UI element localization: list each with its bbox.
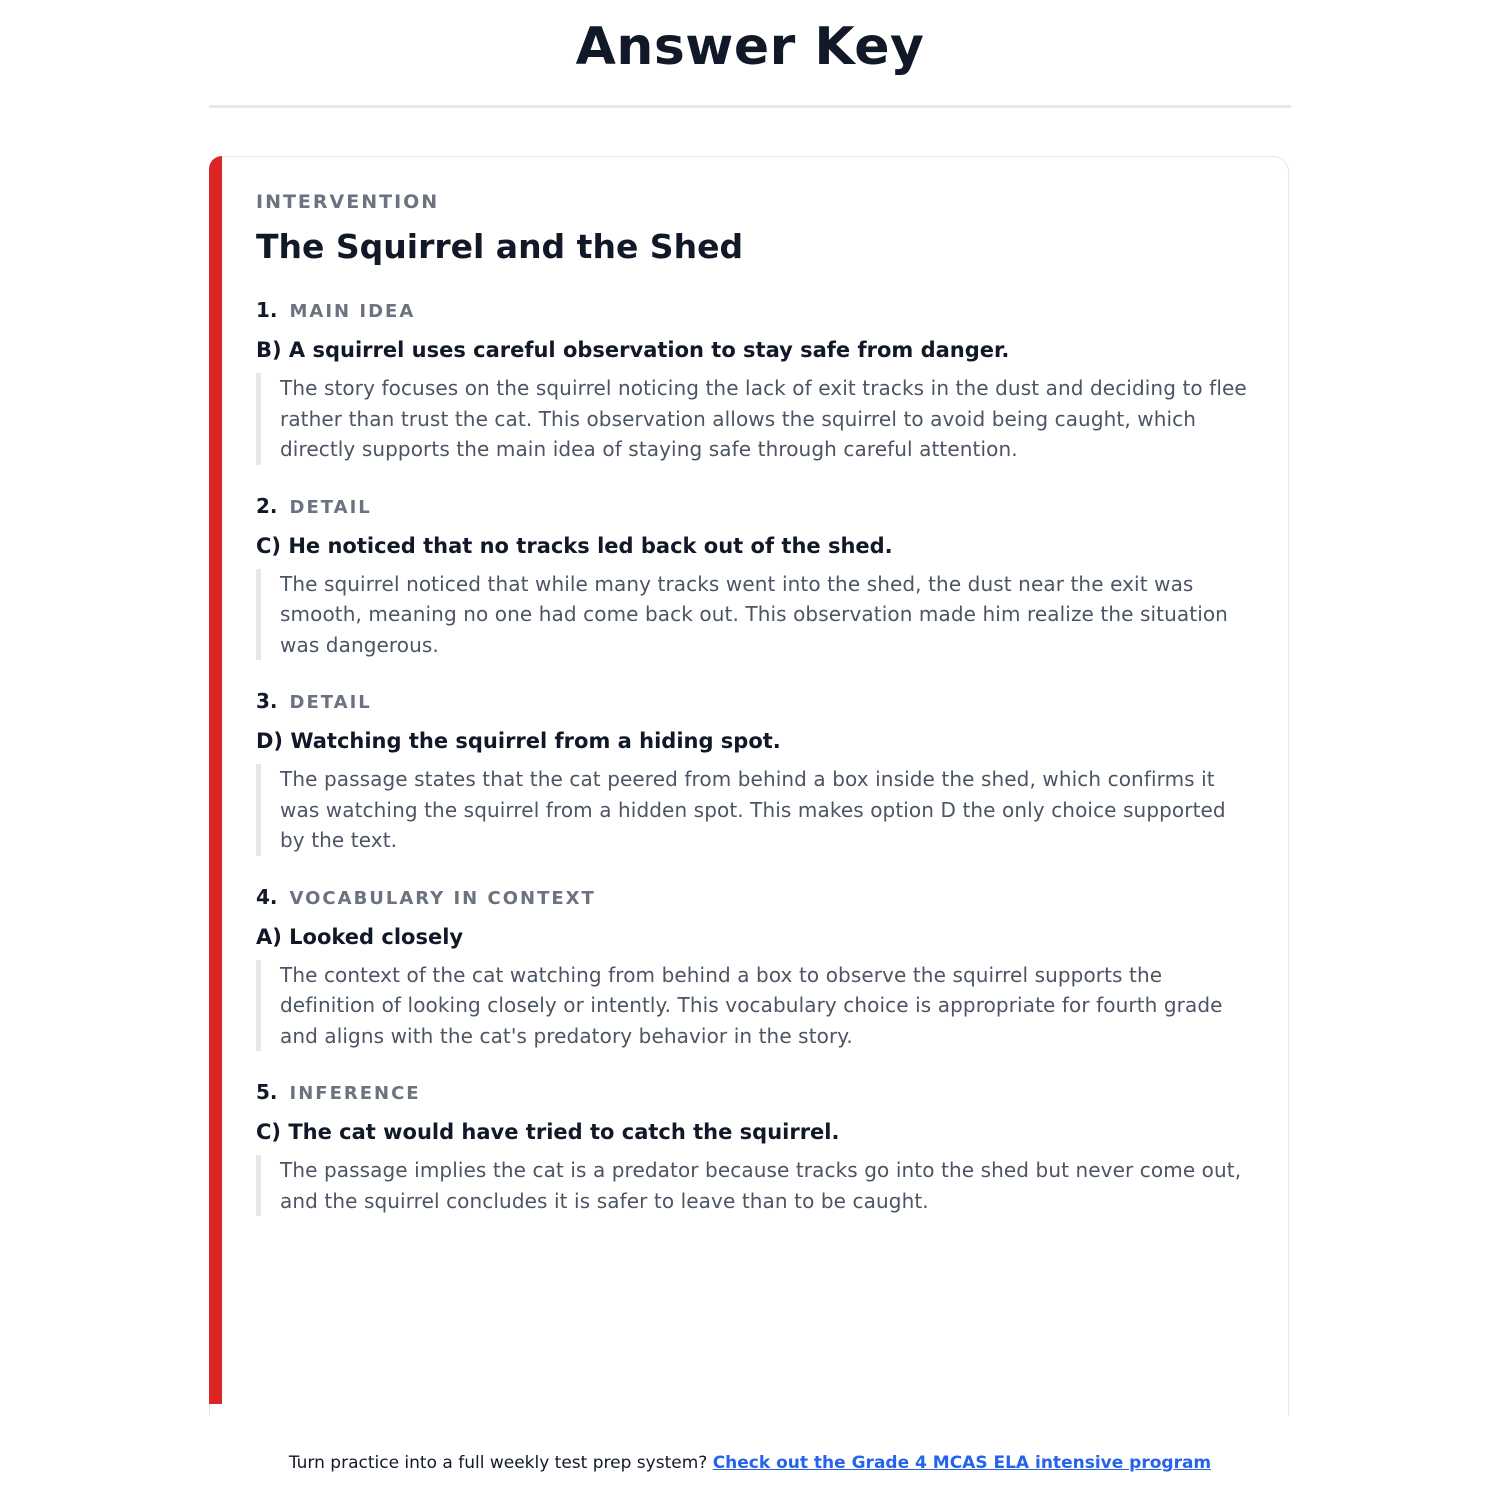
question-header — [256, 688, 1256, 716]
question-header — [256, 493, 1256, 521]
question-type: VOCABULARY IN CONTEXT — [289, 887, 596, 909]
question-item — [256, 493, 1256, 661]
question-header — [256, 884, 1256, 912]
question-item — [256, 688, 1256, 856]
title-divider — [209, 105, 1291, 108]
question-number: 3. — [256, 689, 278, 713]
question-answer: A) Looked closely — [256, 924, 464, 949]
question-explanation: The passage implies the cat is a predator because tracks go into the shed but never come out, and the squirrel concludes it is safer to leave than to be caught. — [256, 1155, 1256, 1216]
question-item — [256, 884, 1256, 1052]
question-answer: D) Watching the squirrel from a hiding spot. — [256, 729, 781, 753]
question-explanation: The squirrel noticed that while many tracks went into the shed, the dust near the exit was smooth, meaning no one had come back out. This observation made him realize the situation was dangerous. — [256, 569, 1256, 661]
question-type: DETAIL — [289, 692, 372, 713]
card-title: The Squirrel and the Shed — [256, 227, 744, 266]
question-answer: B) A squirrel uses careful observation to stay safe from danger. — [256, 338, 1010, 362]
question-answer: C) He noticed that no tracks led back out of the shed. — [256, 533, 893, 558]
question-type: INFERENCE — [289, 1083, 421, 1104]
question-type: DETAIL — [289, 496, 372, 518]
answer-card-content — [256, 189, 1256, 1216]
question-header — [256, 297, 1256, 325]
question-type: MAIN IDEA — [289, 301, 416, 322]
question-number: 4. — [256, 884, 278, 909]
footer-text: Turn practice into a full weekly test prep system? — [288, 1453, 713, 1473]
question-header — [256, 1079, 1256, 1107]
question-number: 2. — [256, 493, 278, 518]
question-item — [256, 1079, 1256, 1216]
question-item — [256, 297, 1256, 465]
card-accent-bar — [209, 156, 222, 1404]
question-explanation: The context of the cat watching from behind a box to observe the squirrel supports the definition of looking closely or intently. This vocabulary choice is appropriate for fourth grade and aligns with the cat's predatory behavior in the story. — [256, 960, 1256, 1052]
page-title: Answer Key — [575, 17, 925, 77]
card-label: INTERVENTION — [256, 191, 440, 213]
question-explanation: The story focuses on the squirrel noticing the lack of exit tracks in the dust and deciding to flee rather than trust the cat. This observation allows the squirrel to avoid being caught, which directly supports the main idea of staying safe through careful attention. — [256, 373, 1256, 465]
answer-card — [209, 156, 1289, 1416]
footer — [0, 1450, 1500, 1476]
question-number: 1. — [256, 298, 278, 322]
question-explanation: The passage states that the cat peered from behind a box inside the shed, which confirms it was watching the squirrel from a hidden spot. This makes option D the only choice supported by the text. — [256, 764, 1256, 856]
program-link[interactable]: Check out the Grade 4 MCAS ELA intensive program — [712, 1453, 1212, 1473]
question-number: 5. — [256, 1080, 278, 1104]
question-answer: C) The cat would have tried to catch the squirrel. — [256, 1120, 840, 1144]
